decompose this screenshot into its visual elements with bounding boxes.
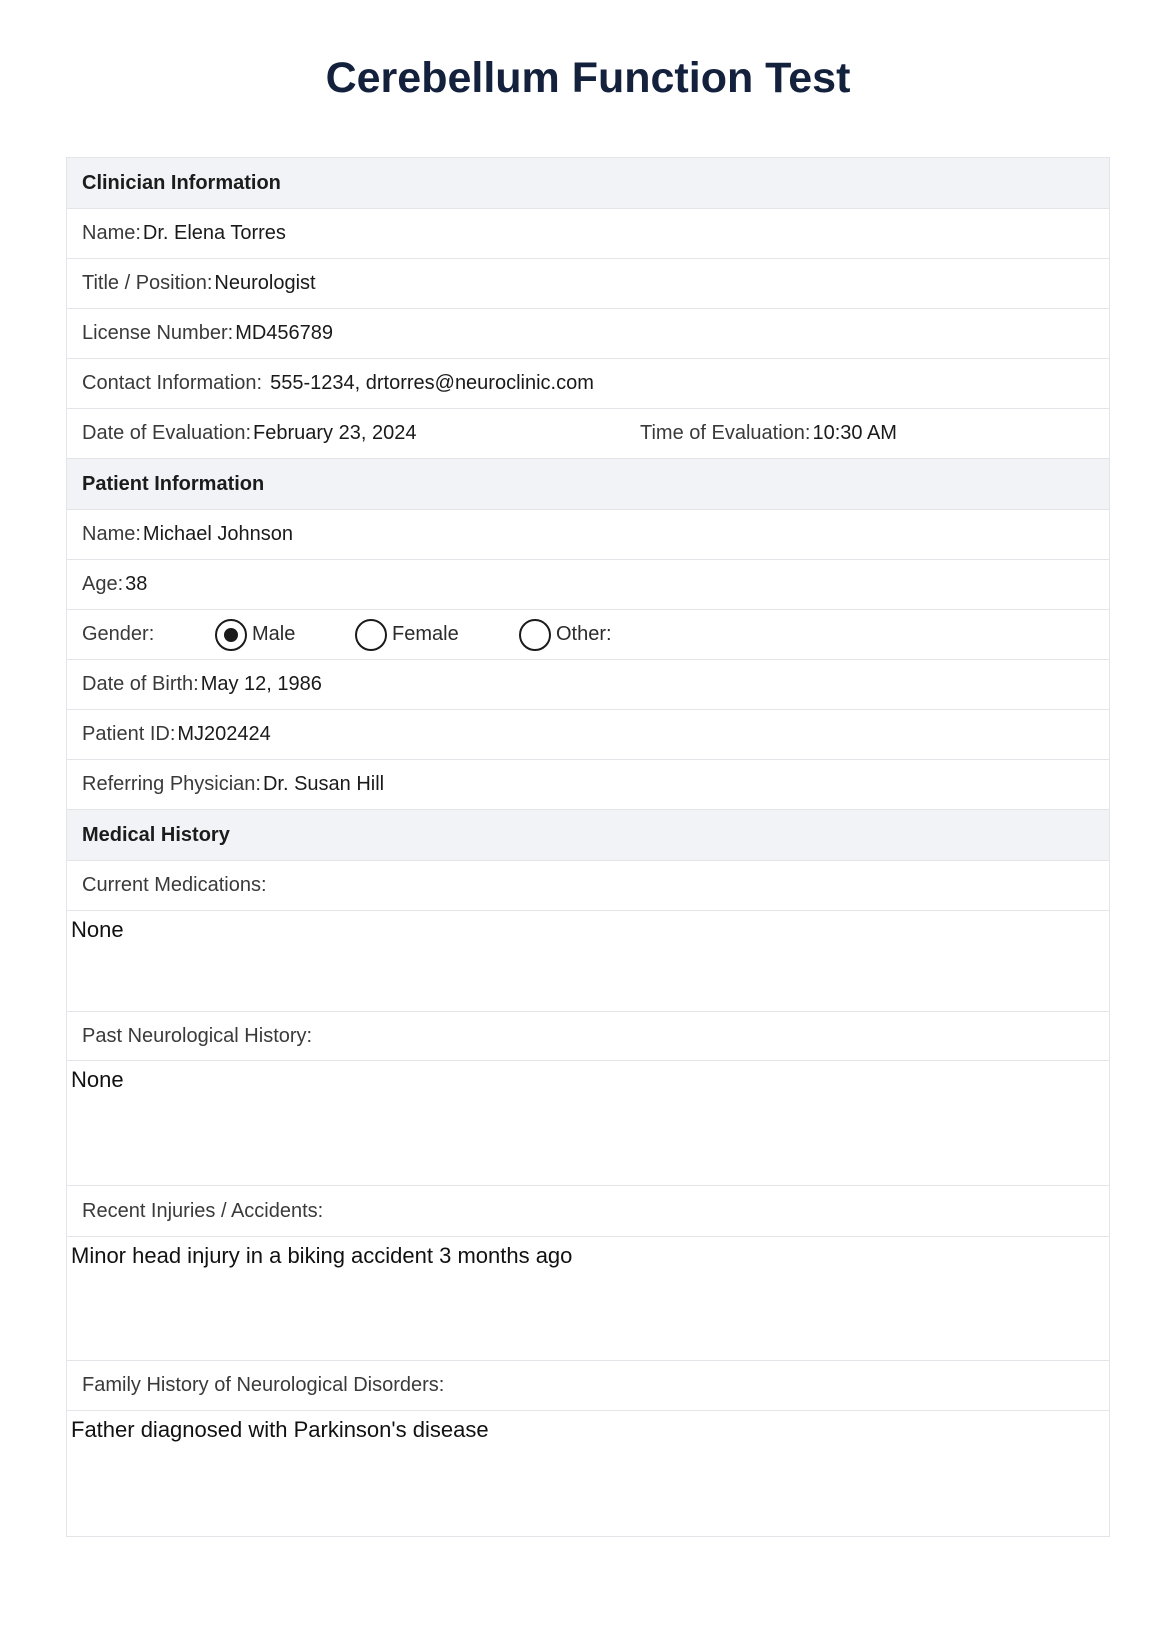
license-number-row[interactable] — [67, 309, 1109, 359]
section-header-clinician: Clinician Information — [67, 158, 1109, 209]
patient-id-label: Patient ID: — [82, 723, 176, 745]
patient-name-value: Michael Johnson — [142, 523, 293, 545]
patient-id-row[interactable] — [67, 710, 1109, 760]
current-medications-label — [67, 861, 1109, 911]
evaluation-time-value: 10:30 AM — [812, 422, 897, 444]
past-neurological-history-textarea[interactable]: None — [67, 1061, 1109, 1186]
gender-option-other[interactable] — [519, 610, 612, 659]
gender-option-other-label: Other: — [556, 623, 612, 645]
contact-information-value: 555-1234, drtorres@neuroclinic.com — [270, 372, 594, 394]
section-header-patient: Patient Information — [67, 459, 1109, 510]
gender-option-male-label: Male — [252, 623, 296, 645]
recent-injuries-textarea[interactable]: Minor head injury in a biking accident 3 months ago — [67, 1237, 1109, 1361]
patient-dob-label: Date of Birth: — [82, 673, 199, 695]
patient-dob-value: May 12, 1986 — [200, 673, 322, 695]
license-number-label: License Number: — [82, 322, 234, 344]
evaluation-date-label: Date of Evaluation: — [82, 422, 251, 444]
clinician-name-row[interactable] — [67, 209, 1109, 259]
contact-information-row[interactable] — [67, 359, 1109, 409]
evaluation-date-value: February 23, 2024 — [253, 422, 417, 444]
gender-label: Gender: — [82, 623, 155, 645]
current-medications-textarea[interactable]: None — [67, 911, 1109, 1012]
clinician-title-value: Neurologist — [214, 272, 316, 294]
current-medications-label-text: Current Medications: — [82, 874, 267, 896]
past-neurological-history-label — [67, 1012, 1109, 1061]
gender-option-female-label: Female — [392, 623, 459, 645]
evaluation-datetime-row — [67, 409, 1109, 459]
family-history-label — [67, 1361, 1109, 1411]
family-history-label-text: Family History of Neurological Disorders: — [82, 1374, 445, 1396]
patient-name-label: Name: — [82, 523, 141, 545]
family-history-textarea[interactable]: Father diagnosed with Parkinson's disease — [71, 1417, 489, 1442]
clinician-title-label: Title / Position: — [82, 272, 213, 294]
contact-information-label: Contact Information: — [82, 372, 263, 394]
patient-id-value: MJ202424 — [177, 723, 271, 745]
patient-name-row[interactable] — [67, 510, 1109, 560]
recent-injuries-label-text: Recent Injuries / Accidents: — [82, 1199, 324, 1222]
clinician-name-label: Name: — [82, 222, 141, 244]
evaluation-date-field[interactable] — [82, 422, 416, 445]
clinician-name-value: Dr. Elena Torres — [142, 222, 286, 244]
patient-gender-row — [67, 610, 1109, 660]
evaluation-time-field[interactable] — [640, 409, 897, 458]
radio-unselected-icon[interactable] — [519, 619, 551, 651]
section-header-medical-history: Medical History — [67, 810, 1109, 861]
patient-dob-row[interactable] — [67, 660, 1109, 710]
past-neurological-history-label-text: Past Neurological History: — [82, 1024, 313, 1047]
radio-unselected-icon[interactable] — [355, 619, 387, 651]
radio-dot-icon — [224, 628, 238, 642]
patient-age-label: Age: — [82, 573, 124, 595]
gender-option-male[interactable] — [215, 610, 295, 659]
recent-injuries-label — [67, 1186, 1109, 1237]
referring-physician-row[interactable] — [67, 760, 1109, 810]
clinician-title-row[interactable] — [67, 259, 1109, 309]
page-title: Cerebellum Function Test — [325, 54, 851, 102]
evaluation-time-label: Time of Evaluation: — [640, 422, 811, 444]
referring-physician-value: Dr. Susan Hill — [262, 773, 385, 795]
license-number-value: MD456789 — [235, 322, 334, 344]
patient-age-row[interactable] — [67, 560, 1109, 610]
gender-option-female[interactable] — [355, 610, 459, 659]
radio-selected-icon[interactable] — [215, 619, 247, 651]
patient-age-value: 38 — [125, 573, 148, 595]
cerebellum-form — [66, 157, 1110, 1537]
referring-physician-label: Referring Physician: — [82, 773, 261, 795]
